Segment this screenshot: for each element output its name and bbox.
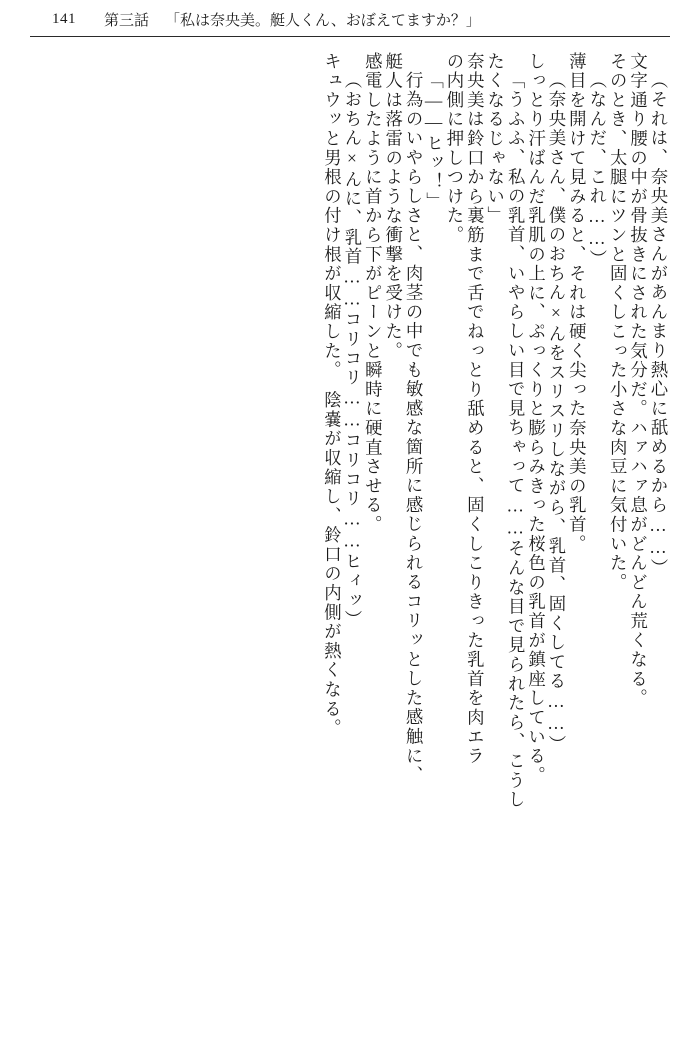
page-header <box>0 0 700 38</box>
text-column: 薄目を開けて見みると、それは硬く尖った奈央美の乳首。 <box>566 52 587 554</box>
text-column: 「——ヒッ！」 <box>423 71 444 212</box>
chapter-label: 第三話 <box>104 12 150 29</box>
text-column: （なんだ、これ……） <box>586 71 607 270</box>
text-column: 「うふふ、私の乳首、いやらしい目で見ちゃって……そんな目で見られたら、こうし <box>505 71 526 810</box>
chapter-title: 「私は奈央美。艇人くん、おぼえてますか？」 <box>165 12 481 29</box>
body-text <box>34 52 666 1012</box>
text-column: 奈央美は鈴口から裏筋まで舌でねっとり舐めると、固くしこりきった乳首を肉エラ <box>464 52 485 767</box>
page-number: 141 <box>52 10 76 27</box>
text-column: 文字通り腰の中が骨抜きにされた気分だ。ハァハァ息がどんどん荒くなる。 <box>627 52 648 709</box>
text-column: （奈央美さん、僕のおちん×んをスリスリしながら、乳首、固くしてる……） <box>545 71 566 755</box>
text-column: しっとり汗ばんだ乳肌の上に、ぷっくりと膨らみきった桜色の乳首が鎮座している。 <box>525 52 546 786</box>
text-column: たくなるじゃない」 <box>484 52 505 226</box>
text-column: 感電したように首から下がピーンと瞬時に硬直させる。 <box>362 52 383 535</box>
header-divider <box>30 36 670 37</box>
text-column: 艇人は落雷のような衝撃を受けた。 <box>382 52 403 361</box>
text-column: （おちん×んに、乳首……コリコリ……コリコリ……ヒィッ） <box>341 71 362 630</box>
text-column: （それは、奈央美さんがあんまり熱心に舐めるから……） <box>648 71 668 578</box>
text-column: キュウッと男根の付け根が収縮した。 陰嚢が収縮し、鈴口の内側が熱くなる。 <box>321 52 342 739</box>
text-column: そのとき、太腿にツンと固くしこった小さな肉豆に気付いた。 <box>607 52 628 593</box>
text-column: 行為のいやらしさと、肉茎の中でも敏感な箇所に感じられるコリッとした感触に、 <box>403 71 424 786</box>
text-column: の内側に押しつけた。 <box>443 52 464 245</box>
